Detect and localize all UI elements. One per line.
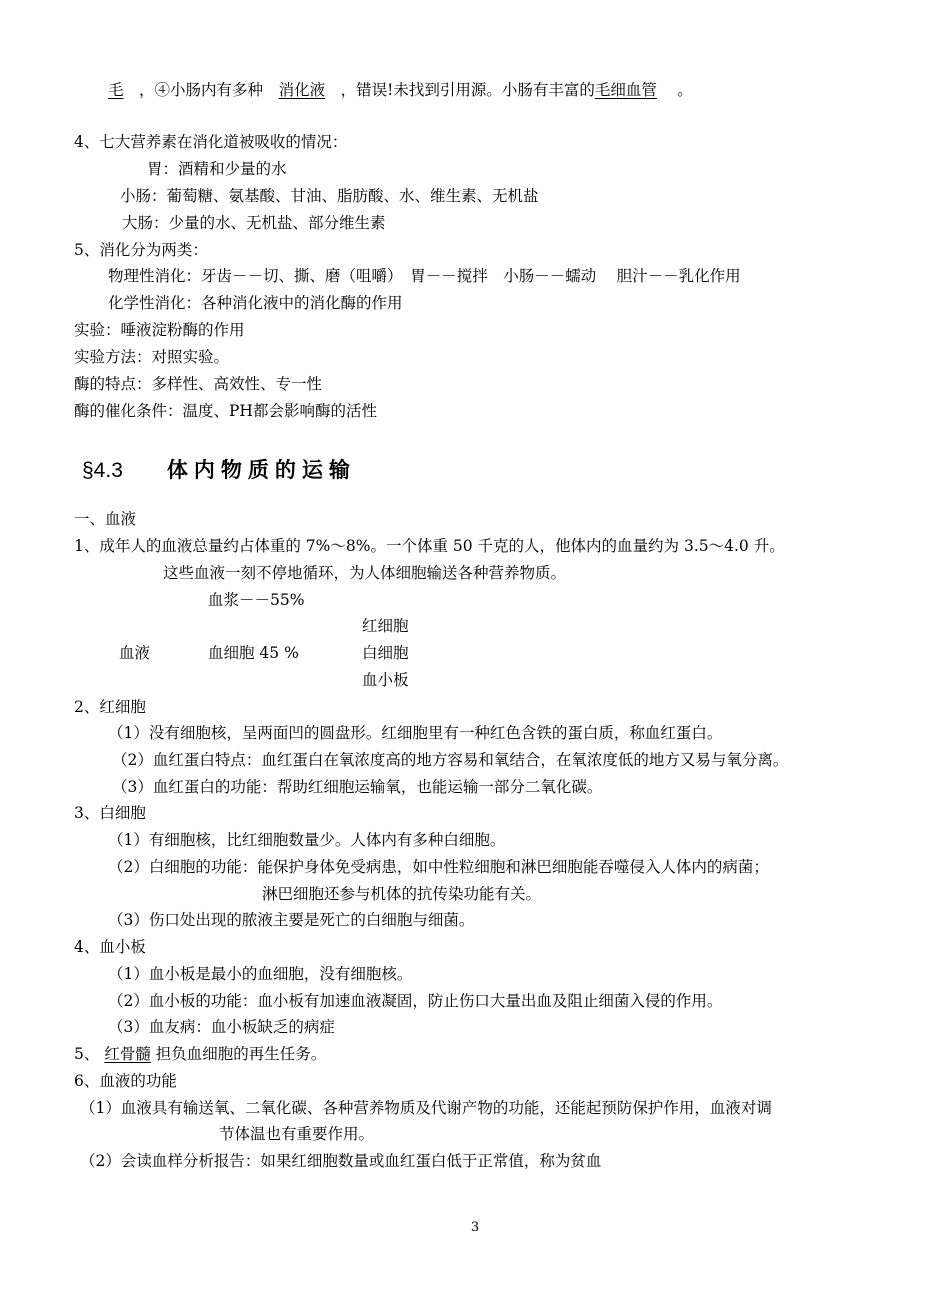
digestion-physical: 物理性消化：牙齿－－切、撕、磨（咀嚼） 胃－－搅拌 小肠－－蠕动 胆汁－－乳化作用 (108, 267, 741, 285)
section-title: 体内物质的运输 (166, 458, 356, 482)
top-line (108, 80, 693, 100)
blank-answer: 红骨髓 (104, 1045, 151, 1063)
experiment-line: 实验方法：对照实验。 (74, 348, 230, 366)
digestion-chemical: 化学性消化：各种消化液中的消化酶的作用 (108, 294, 403, 312)
diagram-blood: 血液 (119, 644, 151, 662)
text: 担负血细胞的再生任务。 (155, 1045, 327, 1063)
digestion-title: 5、消化分为两类： (74, 241, 208, 259)
experiment-line: 酶的特点：多样性、高效性、专一性 (74, 375, 323, 393)
function-item: （1）血液具有输送氧、二氧化碳、各种营养物质及代谢产物的功能，还能起预防保护作用，血液对调 (80, 1099, 772, 1117)
rbc-title: 2、红细胞 (74, 698, 146, 716)
rbc-item: （2）血红蛋白特点：血红蛋白在氧浓度高的地方容易和氧结合，在氧浓度低的地方又易与氧分离。 (112, 751, 789, 769)
function-item-continued: 节体温也有重要作用。 (219, 1125, 375, 1143)
diagram-red-cell: 红细胞 (362, 617, 409, 635)
diagram-blood-cells: 血细胞 45 % (208, 644, 299, 662)
platelet-item: （2）血小板的功能：血小板有加速血液凝固，防止伤口大量出血及阻止细菌入侵的作用。 (108, 992, 723, 1010)
text: 5、 (74, 1045, 100, 1063)
blank-answer: 毛细血管 (594, 81, 657, 99)
absorption-large-intestine: 大肠：少量的水、无机盐、部分维生素 (122, 214, 386, 232)
blood-heading: 一、血液 (74, 510, 137, 528)
diagram-white-cell: 白细胞 (362, 644, 409, 662)
function-title: 6、血液的功能 (74, 1072, 177, 1090)
blank-answer: 毛 (108, 81, 124, 99)
diagram-platelet: 血小板 (362, 671, 409, 689)
text: ，错误!未找到引用源。小肠有丰富的 (340, 81, 595, 99)
absorption-title: 4、七大营养素在消化道被吸收的情况： (74, 133, 348, 151)
wbc-item: （3）伤口处出现的脓液主要是死亡的白细胞与细菌。 (108, 911, 475, 929)
wbc-item: （1）有细胞核，比红细胞数量少。人体内有多种白细胞。 (108, 831, 506, 849)
rbc-item: （1）没有细胞核，呈两面凹的圆盘形。红细胞里有一种红色含铁的蛋白质，称血红蛋白。 (108, 724, 723, 742)
blank-answer: 消化液 (278, 81, 326, 99)
page-number: 3 (470, 1220, 480, 1235)
section-heading (82, 455, 356, 486)
platelet-item: （1）血小板是最小的血细胞，没有细胞核。 (108, 965, 413, 983)
wbc-item-continued: 淋巴细胞还参与机体的抗传染功能有关。 (262, 885, 542, 903)
wbc-title: 3、白细胞 (74, 804, 146, 822)
text: ，④小肠内有多种 (139, 81, 264, 99)
blood-item-1: 1、成年人的血液总量约占体重的 7%～8%。一个体重 50 千克的人，他体内的血量约为 3.5～4.0 升。 (74, 537, 785, 555)
absorption-small-intestine: 小肠：葡萄糖、氨基酸、甘油、脂肪酸、水、维生素、无机盐 (120, 187, 539, 205)
platelet-item: （3）血友病：血小板缺乏的病症 (108, 1018, 335, 1036)
text: 。 (677, 81, 693, 99)
function-item: （2）会读血样分析报告：如果红细胞数量或血红蛋白低于正常值，称为贫血 (80, 1152, 602, 1170)
experiment-line: 实验：唾液淀粉酶的作用 (74, 321, 245, 339)
blood-item-5 (74, 1044, 326, 1064)
wbc-item: （2）白细胞的功能：能保护身体免受病患，如中性粒细胞和淋巴细胞能吞噬侵入人体内的病菌； (108, 858, 769, 876)
absorption-stomach: 胃：酒精和少量的水 (147, 160, 287, 178)
blood-item-1-continued: 这些血液一刻不停地循环，为人体细胞输送各种营养物质。 (163, 564, 567, 582)
section-number: §4.3 (82, 459, 123, 482)
diagram-plasma: 血浆－－55% (208, 591, 305, 609)
experiment-line: 酶的催化条件：温度、PH都会影响酶的活性 (74, 402, 377, 420)
platelet-title: 4、血小板 (74, 938, 146, 956)
rbc-item: （3）血红蛋白的功能：帮助红细胞运输氧，也能运输一部分二氧化碳。 (112, 778, 603, 796)
